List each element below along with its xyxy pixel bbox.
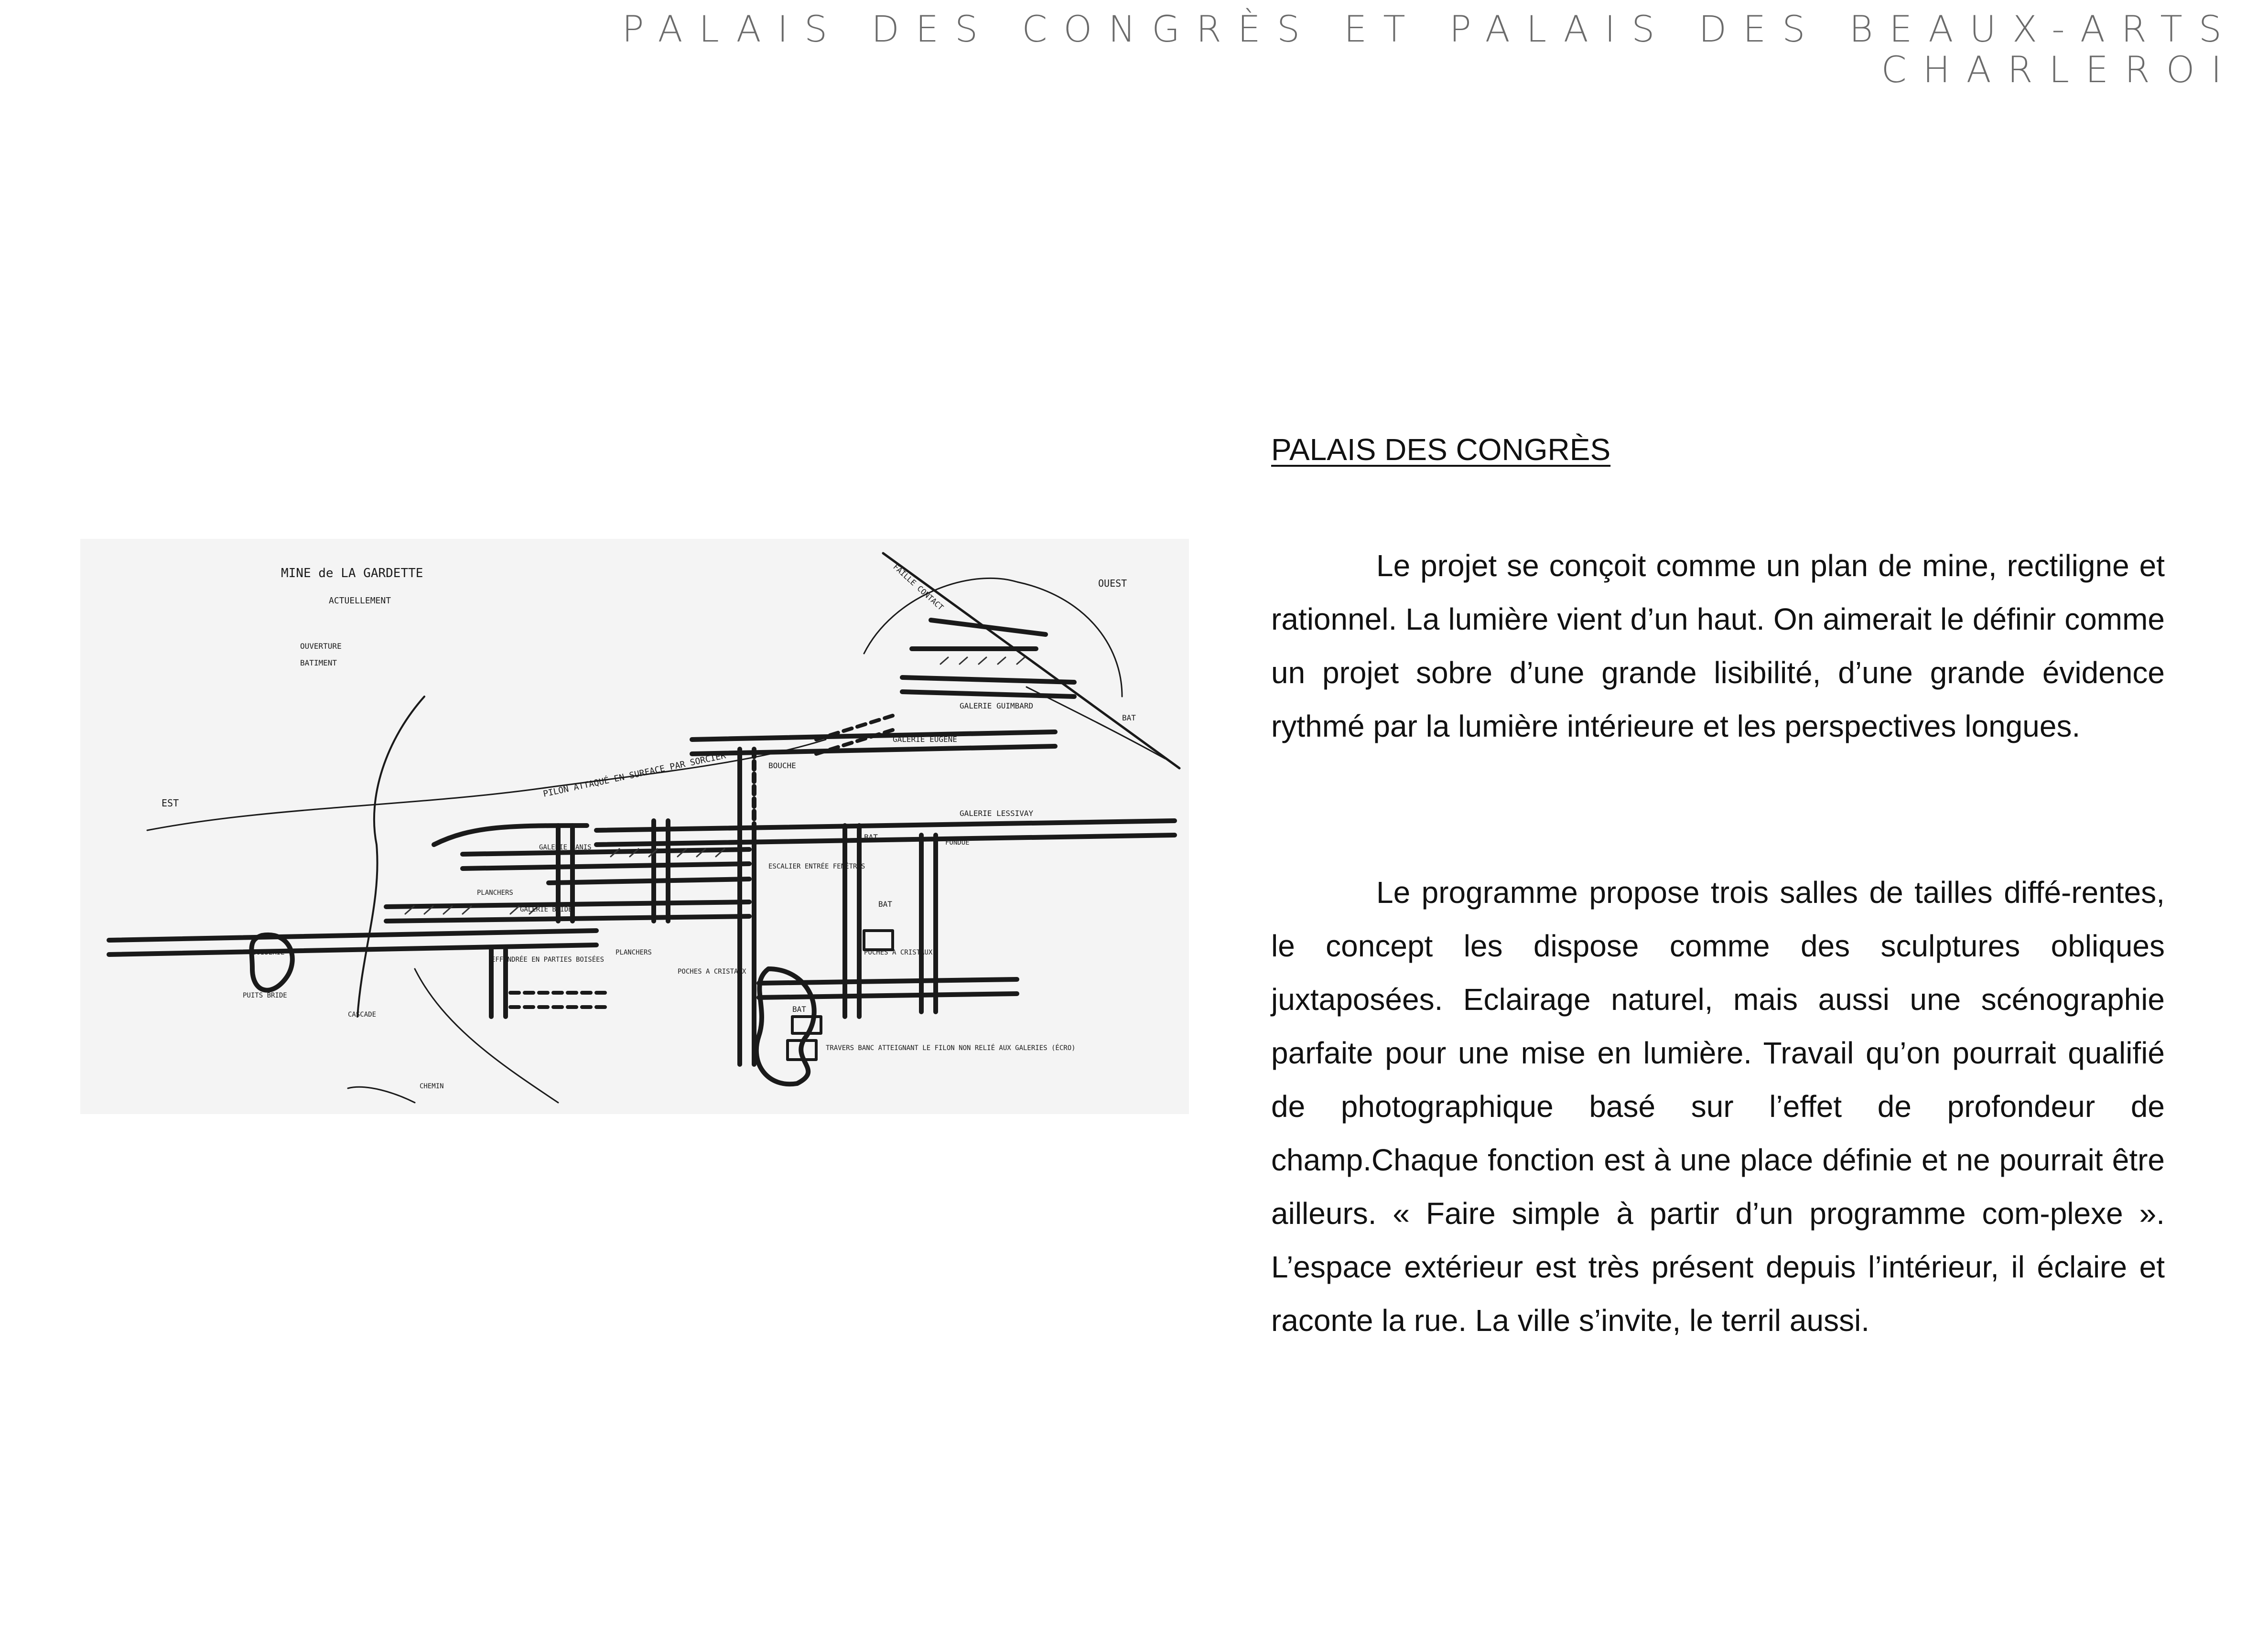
mine-plan-sketch — [80, 539, 1189, 1114]
header-title: PALAIS DES CONGRÈS ET PALAIS DES BEAUX-ARTS — [622, 8, 2238, 50]
boiserie-pocket — [251, 935, 292, 990]
label-pilon: PILON ATTAQUÉ EN SURFACE PAR SORCIER — [542, 751, 727, 799]
label-planchers: PLANCHERS — [477, 889, 513, 897]
label-effondree: EFFONDRÉE EN PARTIES BOISÉES — [491, 956, 605, 964]
legend-building: BATIMENT — [300, 658, 337, 667]
paragraph-intro: Le projet se conçoit comme un plan de mine, rectiligne et rationnel. La lumière vient d’un haut. On aimerait le définir comme un projet sobre d’une grande lisibilité, d’une grande évidence rythmé par la lumière intérieure et les perspectives longues. — [1271, 548, 2165, 743]
label-puits-bride: PUITS BRIDE — [243, 992, 287, 999]
label-bouche: BOUCHE — [768, 761, 796, 770]
bat-marker — [792, 1017, 821, 1033]
label-boiserie: BOISERIE — [252, 949, 285, 956]
contour-line — [348, 1087, 415, 1103]
legend-opening: OUVERTURE — [300, 642, 342, 651]
label-fondue: FONDUE — [945, 839, 970, 847]
page-header — [622, 9, 2238, 90]
label-poches: POCHES A CRISTAUX — [864, 949, 933, 956]
crystal-pocket — [756, 969, 814, 1084]
label-fault: FAILLE CONTACT — [891, 562, 946, 612]
label-cascade: CASCADE — [348, 1011, 377, 1019]
hatching — [405, 657, 1025, 914]
label-ouest: OUEST — [1098, 578, 1127, 589]
bat-marker — [864, 931, 893, 950]
label-bat: BAT — [1122, 713, 1136, 722]
label-galerie-panis: GALERIE PANIS — [539, 844, 592, 851]
label-travers: TRAVERS BANC ATTEIGNANT LE FILON NON RELIÉ AUX GALERIES (ÉCRO) — [826, 1044, 1076, 1052]
label-bat: BAT — [792, 1005, 806, 1014]
label-escalier: ESCALIER ENTRÉE FENÊTRES — [768, 863, 865, 870]
label-galerie-eugene: GALERIE EUGÈNE — [893, 735, 957, 744]
label-poches: POCHES A CRISTAUX — [678, 968, 746, 976]
label-galerie-guimbard: GALERIE GUIMBARD — [960, 701, 1034, 710]
label-est: EST — [162, 797, 179, 809]
label-galerie-lessivay: GALERIE LESSIVAY — [960, 809, 1034, 818]
label-chemin: CHEMIN — [420, 1083, 444, 1090]
label-galerie-bride: GALERIE BRIDE — [520, 906, 572, 913]
header-city: CHARLEROI — [1881, 48, 2238, 91]
paragraph-programme: Le programme propose trois salles de tailles diffé-rentes, le concept les dispose comme des sculptures obliques juxtaposées. Eclairage naturel, mais aussi une scénographie parfaite pour une mise en lumière. Travail qu’on pourrait qualifié de photographique basé sur l’effet de profondeur de champ.Chaque fonction est à une place définie et ne pourrait être ailleurs. « Faire simple à partir d’un programme com-plexe ». L’espace extérieur est très présent depuis l’intérieur, il éclaire et raconte la rue. La ville s’invite, le terril aussi. — [1271, 875, 2165, 1338]
mine-plan-drawing — [80, 539, 1189, 1114]
sketch-subtitle: ACTUELLEMENT — [329, 596, 391, 606]
section-title: PALAIS DES CONGRÈS — [1271, 432, 1611, 467]
sketch-title: MINE de LA GARDETTE — [281, 566, 423, 580]
label-bat: BAT — [864, 833, 878, 842]
label-planchers-2: PLANCHERS — [616, 949, 652, 956]
label-bat: BAT — [878, 900, 892, 909]
